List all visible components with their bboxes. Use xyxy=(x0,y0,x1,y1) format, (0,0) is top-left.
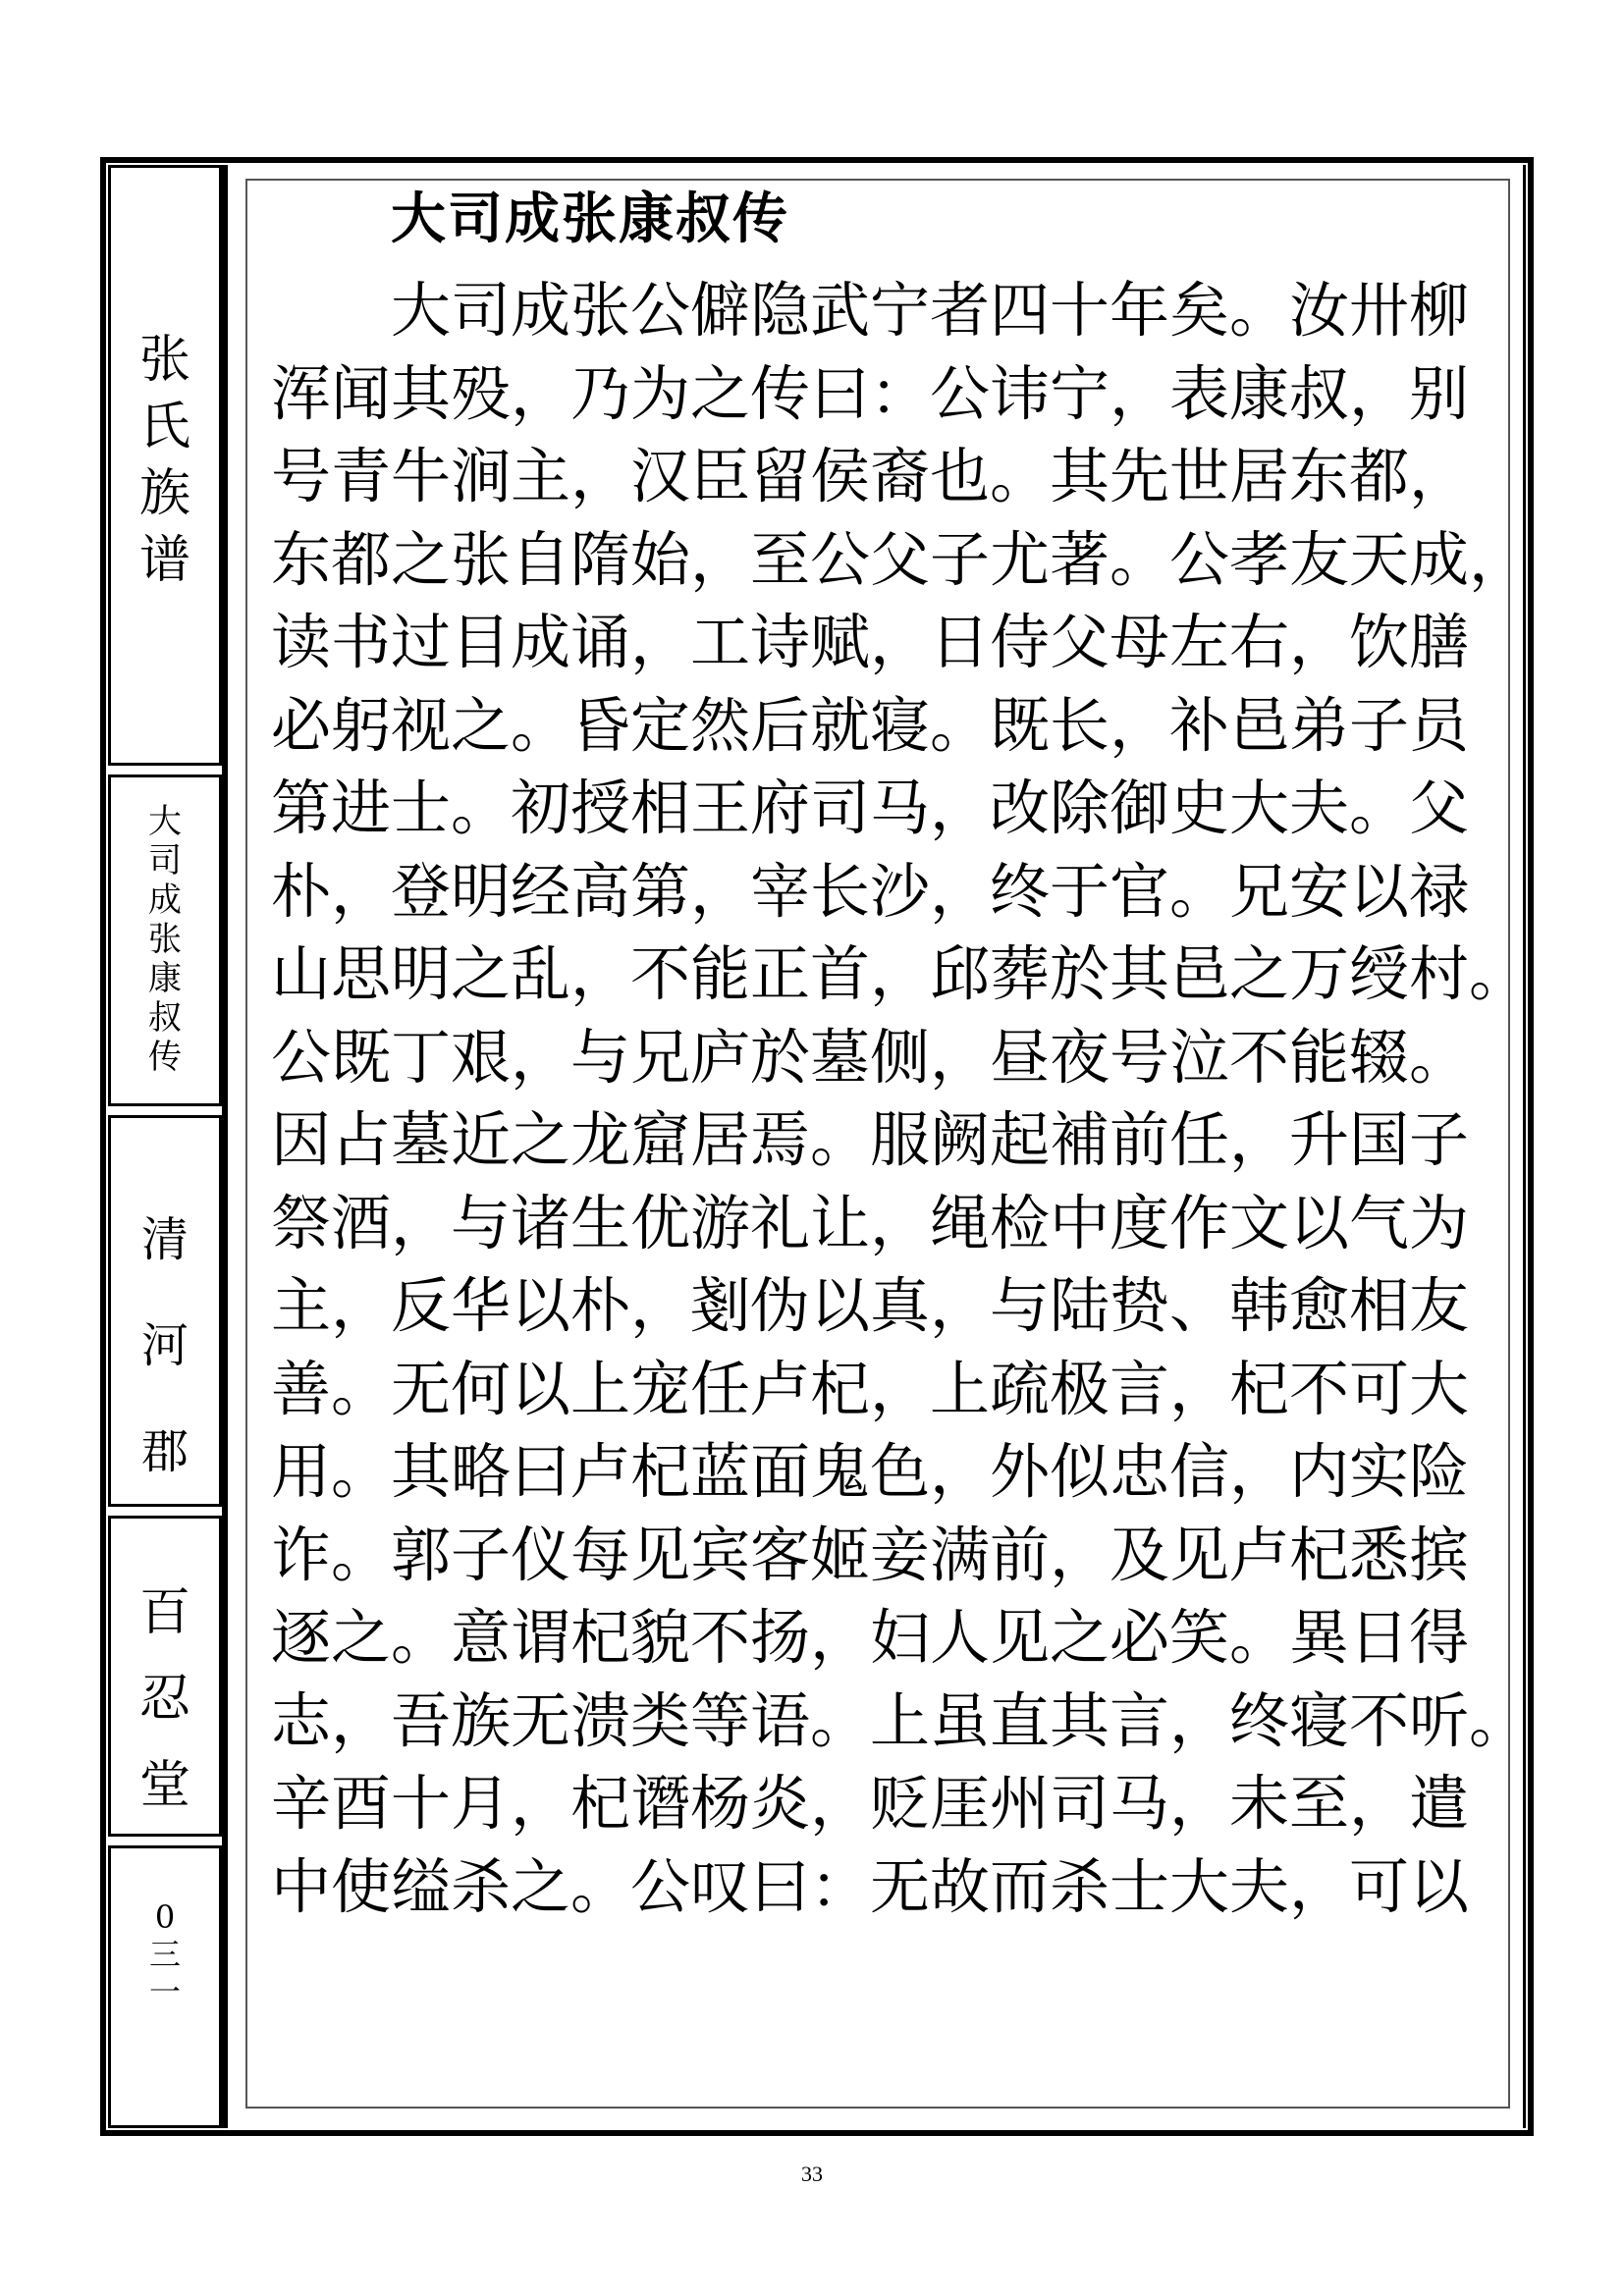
text-line: 公既丁艰，与兄庐於墓侧，昼夜号泣不能辍。 xyxy=(271,1022,1470,1093)
spine-char: 三 xyxy=(148,1936,181,1973)
spine-char: 忍 xyxy=(138,1670,190,1729)
page-number: 33 xyxy=(801,2162,823,2186)
spine-char: 河 xyxy=(140,1318,189,1373)
spine-char: 一 xyxy=(148,1973,181,2010)
spine-char: 堂 xyxy=(138,1756,190,1815)
text-line: 志，吾族无溃类等语。上虽直其言，终寝不听。 xyxy=(271,1685,1530,1756)
text-line: 主，反华以朴，剗伪以真，与陆贽、韩愈相友 xyxy=(271,1271,1470,1341)
text-line: 山思明之乱，不能正首，邱葬於其邑之万绶村。 xyxy=(271,939,1530,1009)
text-line: 必躬视之。昏定然后就寝。既长，补邑弟子员 xyxy=(271,690,1470,761)
spine-char: 叔 xyxy=(148,998,182,1038)
text-line: 善。无何以上宠任卢杞，上疏极言，杞不可大 xyxy=(271,1354,1470,1424)
spine-page-number xyxy=(108,1845,222,2128)
spine-char: 司 xyxy=(148,841,182,881)
text-line: 中使缢杀之。公叹曰：无故而杀士大夫，可以 xyxy=(271,1851,1470,1922)
page-title: 大司成张康叔传 xyxy=(391,187,789,251)
spine-char: 百 xyxy=(138,1583,190,1642)
text-line: 读书过目成诵，工诗赋，日侍父母左右，饮膳 xyxy=(271,608,1470,677)
text-line: 号青牛涧主，汉臣留侯裔也。其先世居东都， xyxy=(271,442,1470,511)
spine-hall-name xyxy=(108,1516,222,1837)
text-line: 浑闻其殁，乃为之传曰：公讳宁，表康叔，别 xyxy=(271,358,1470,429)
text-line: 第进士。初授相王府司马，改除御史大夫。父 xyxy=(271,774,1470,843)
spine-char: 谱 xyxy=(138,531,190,590)
spine-char: 氏 xyxy=(138,398,190,456)
spine-char: 族 xyxy=(138,464,190,523)
text-line: 因占墓近之龙窟居焉。服阙起補前任，升国子 xyxy=(271,1105,1470,1175)
spine-char: 大 xyxy=(148,802,182,841)
spine-char: 传 xyxy=(148,1038,182,1077)
text-line: 诈。郭子仪每见宾客姬妾满前，及见卢杞悉摈 xyxy=(271,1520,1470,1590)
text-line: 东都之张自隋始，至公父子尤著。公孝友天成， xyxy=(271,524,1530,595)
spine-char: 张 xyxy=(148,920,182,959)
spine-char: 0 xyxy=(154,1898,176,1936)
spine-char: 清 xyxy=(140,1212,189,1267)
text-line: 祭酒，与诸生优游礼让，绳检中度作文以气为 xyxy=(271,1188,1470,1258)
text-line: 朴，登明经高第，宰长沙，终于官。兄安以禄 xyxy=(271,856,1470,927)
spine-char: 成 xyxy=(148,881,182,920)
text-line: 用。其略曰卢杞蓝面鬼色，外似忠信，内实险 xyxy=(271,1437,1470,1507)
spine-commandery xyxy=(108,1115,222,1507)
text-line: 逐之。意谓杞貌不扬，妇人见之必笑。異日得 xyxy=(271,1603,1470,1673)
spine-column xyxy=(108,165,222,2128)
body-text xyxy=(271,270,1530,1929)
spine-chapter-title xyxy=(108,774,222,1106)
spine-char: 康 xyxy=(148,959,182,998)
spine-char: 张 xyxy=(138,331,190,390)
text-line: 辛酉十月，杞谮杨炎，贬厓州司马，未至，遣 xyxy=(271,1769,1470,1839)
spine-book-title xyxy=(108,165,222,766)
text-line: 大司成张公僻隐武宁者四十年矣。汝卅柳 xyxy=(271,276,1470,346)
spine-char: 郡 xyxy=(140,1424,189,1479)
